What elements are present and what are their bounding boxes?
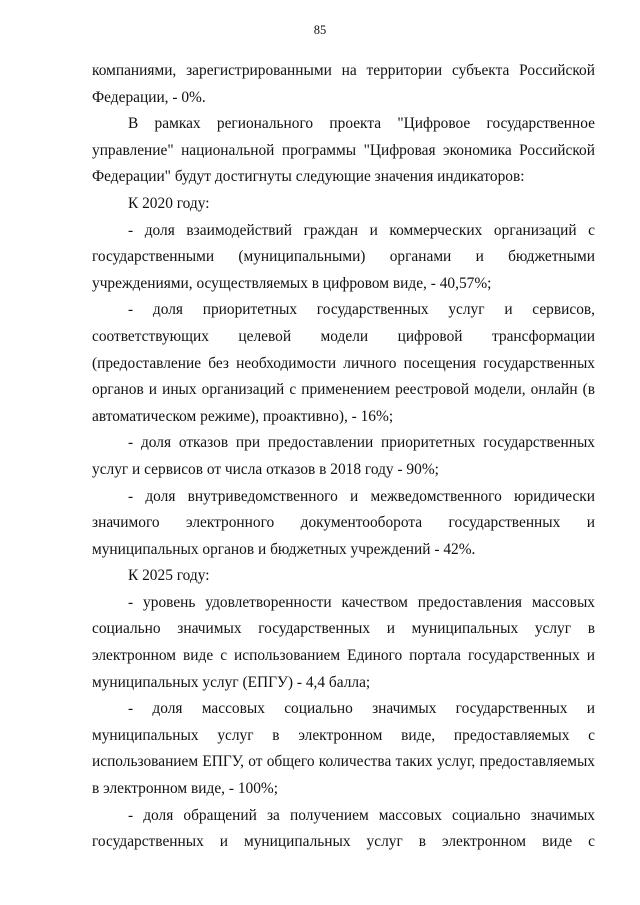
- list-item: - доля массовых социально значимых государственных и муниципальных услуг в электронном виде, предоставляемых с использованием ЕПГУ, от общего количества таких услуг, предоставляемых в электронном виде, - 100%;: [92, 700, 595, 798]
- list-item: - доля внутриведомственного и межведомственного юридически значимого электронного документооборота государственных и муниципальных органов и бюджетных учреждений - 42%.: [92, 487, 595, 558]
- section-heading-2025: К 2025 году:: [128, 567, 210, 585]
- list-item: - доля обращений за получением массовых социально значимых государственных и муниципальных услуг в электронном виде с: [92, 806, 595, 851]
- list-item: - доля отказов при предоставлении приоритетных государственных услуг и сервисов от числа отказов в 2018 году - 90%;: [92, 434, 595, 478]
- paragraph: компаниями, зарегистрированными на территории субъекта Российской Федерации, - 0%.: [92, 62, 595, 106]
- paragraph: В рамках регионального проекта "Цифровое государственное управление" национальной программы "Цифровая экономика Российской Федерации" будут достигнуты следующие значения индикаторов:: [92, 115, 595, 186]
- list-item: - доля приоритетных государственных услуг и сервисов, соответствующих целевой модели цифровой трансформации (предоставление без необходимости личного посещения государственных органов и иных организаций с применением реестровой модели, онлайн (в автоматическом режиме), проактивно), - 16%;: [92, 301, 595, 425]
- section-heading-2020: К 2020 году:: [128, 194, 210, 212]
- page-number: 85: [313, 23, 327, 37]
- list-item: - уровень удовлетворенности качеством предоставления массовых социально значимых государственных и муниципальных услуг в электронном виде с использованием Единого портала государственных и муниципальных услуг (ЕПГУ) - 4,4 балла;: [92, 593, 595, 691]
- list-item: - доля взаимодействий граждан и коммерческих организаций с государственными (муниципальными) органами и бюджетными учреждениями, осуществляемых в цифровом виде, - 40,57%;: [92, 221, 595, 292]
- document-body: [92, 58, 595, 856]
